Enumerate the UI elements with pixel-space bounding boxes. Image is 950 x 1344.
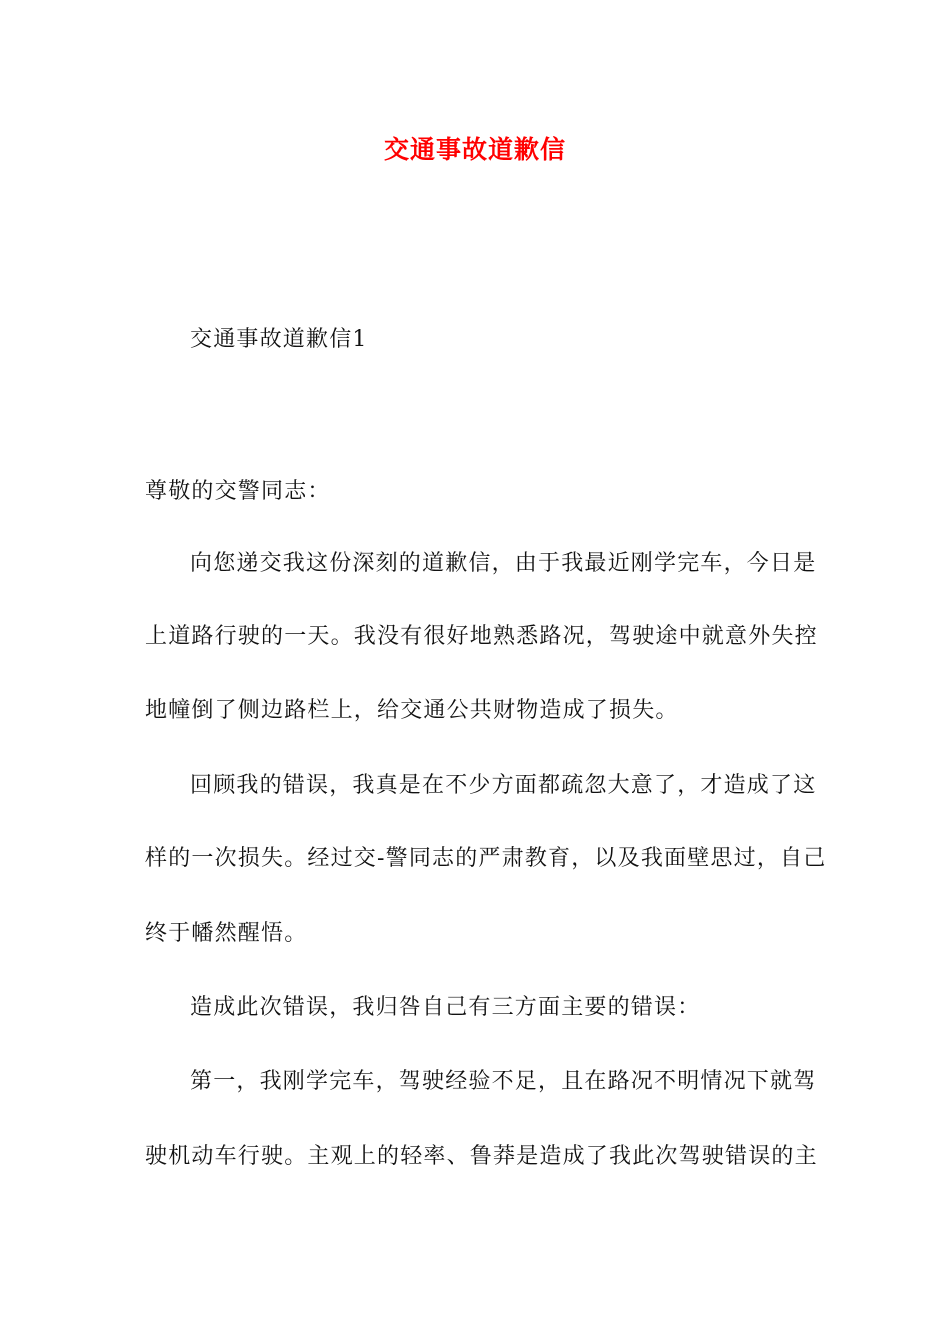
salutation: 尊敬的交警同志：	[145, 479, 331, 504]
paragraph-line: 上道路行驶的一天。我没有很好地熟悉路况，驾驶途中就意外失控	[145, 624, 818, 649]
paragraph-line: 地幢倒了侧边路栏上，给交通公共财物造成了损失。	[145, 698, 679, 723]
paragraph-line: 回顾我的错误，我真是在不少方面都疏忽大意了，才造成了这	[190, 773, 817, 798]
paragraph-line: 造成此次错误，我归咎自己有三方面主要的错误：	[190, 995, 701, 1020]
paragraph-line: 终于幡然醒悟。	[145, 921, 308, 946]
section-heading: 交通事故道歉信1	[190, 327, 368, 352]
document-title: 交通事故道歉信	[383, 135, 566, 164]
paragraph-line: 样的一次损失。经过交-警同志的严肃教育，以及我面壁思过，自己	[145, 846, 827, 871]
paragraph-line: 向您递交我这份深刻的道歉信，由于我最近刚学完车，今日是	[190, 551, 817, 576]
paragraph-line: 第一，我刚学完车，驾驶经验不足，且在路况不明情况下就驾	[190, 1069, 817, 1094]
paragraph-line: 驶机动车行驶。主观上的轻率、鲁莽是造成了我此次驾驶错误的主	[145, 1144, 818, 1169]
